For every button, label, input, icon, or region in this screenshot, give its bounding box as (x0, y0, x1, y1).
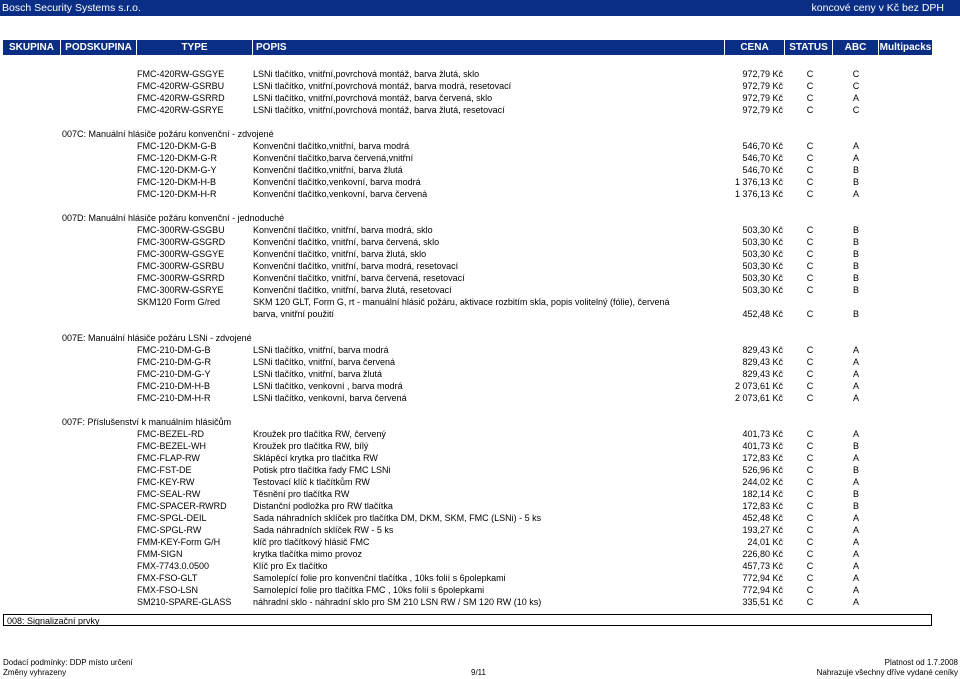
table-row (0, 584, 960, 596)
product-abc: A (852, 393, 859, 403)
product-status: C (806, 309, 814, 319)
product-price: 546,70 Kč (742, 153, 783, 163)
product-price: 546,70 Kč (742, 165, 783, 175)
product-status: C (806, 501, 814, 511)
product-code: FMC-SPGL-RW (137, 525, 202, 535)
product-status: C (806, 429, 814, 439)
product-status: C (806, 393, 814, 403)
table-row (0, 380, 960, 392)
product-abc: B (852, 489, 859, 499)
product-code: SKM120 Form G/red (137, 297, 221, 307)
product-description: SKM 120 GLT, Form G, rt - manuální hlásič požáru, aktivace rozbitím skla, popis volitelný (fólie), červená (253, 297, 670, 307)
product-status: C (806, 597, 814, 607)
product-code: FMC-SEAL-RW (137, 489, 201, 499)
product-price: 401,73 Kč (742, 441, 783, 451)
table-row (0, 68, 960, 80)
product-description: Kroužek pro tlačítka RW, červený (253, 429, 386, 439)
footer-replaces: Nahrazuje všechny dříve vydané ceníky (816, 668, 958, 677)
product-description: krytka tlačítka mimo provoz (253, 549, 363, 559)
product-code: FMC-300RW-GSGBU (137, 225, 225, 235)
product-code: FMC-300RW-GSGRD (137, 237, 226, 247)
table-row (0, 80, 960, 92)
product-status: C (806, 561, 814, 571)
product-status: C (806, 441, 814, 451)
product-description: Konvenční tlačítko, vnitřní, barva modrá, sklo (253, 225, 433, 235)
table-row (0, 572, 960, 584)
product-status: C (806, 513, 814, 523)
col-multipacks: Multipacks (879, 42, 932, 53)
product-abc: A (852, 525, 859, 535)
product-price: 226,80 Kč (742, 549, 783, 559)
product-description: Samolepící folie pro tlačítka FMC , 10ks folií s 6polepkami (253, 585, 485, 595)
product-description: Konvenční tlačítko,venkovní, barva modrá (253, 177, 421, 187)
table-row (0, 368, 960, 380)
product-price: 503,30 Kč (742, 225, 783, 235)
product-description: Sklápěcí krytka pro tlačítka RW (253, 453, 378, 463)
table-row (0, 344, 960, 356)
product-description: Sada náhradních sklíček RW - 5 ks (253, 525, 394, 535)
product-code: FMC-210-DM-H-R (137, 393, 211, 403)
product-code: FMC-300RW-GSRYE (137, 285, 224, 295)
section-title: 007C: Manuální hlásiče požáru konvenční - zdvojené (62, 129, 274, 139)
product-description: Konvenční tlačítko,venkovní, barva červená (253, 189, 428, 199)
product-status: C (806, 381, 814, 391)
product-code: FMC-BEZEL-WH (137, 441, 206, 451)
product-price: 452,48 Kč (742, 513, 783, 523)
product-abc: A (852, 189, 859, 199)
product-price: 1 376,13 Kč (734, 189, 783, 199)
product-abc: B (852, 441, 859, 451)
table-row (0, 284, 960, 296)
product-status: C (806, 477, 814, 487)
product-description: LSNi tlačítko, venkovní , barva modrá (253, 381, 403, 391)
product-price: 503,30 Kč (742, 273, 783, 283)
product-abc: A (852, 345, 859, 355)
table-row (0, 356, 960, 368)
product-abc: A (852, 381, 859, 391)
table-row (0, 488, 960, 500)
product-description: LSNi tlačítko, vnitřní,povrchová montáž, barva červená, sklo (253, 93, 493, 103)
product-abc: A (852, 549, 859, 559)
product-description: Konvenční tlačítko, vnitřní, barva červená, sklo (253, 237, 440, 247)
product-code: FMC-300RW-GSRRD (137, 273, 225, 283)
product-code: FMC-210-DM-G-R (137, 357, 211, 367)
product-description: Konvenční tlačítko,vnitřní, barva modrá (253, 141, 410, 151)
product-code: FMC-210-DM-H-B (137, 381, 210, 391)
product-code: FMC-120-DKM-H-R (137, 189, 217, 199)
product-price: 244,02 Kč (742, 477, 783, 487)
product-description: LSNi tlačítko, venkovní, barva červená (253, 393, 407, 403)
product-code: FMC-SPACER-RWRD (137, 501, 227, 511)
product-abc: B (852, 465, 859, 475)
product-abc: C (852, 81, 860, 91)
product-status: C (806, 525, 814, 535)
product-abc: B (852, 177, 859, 187)
product-description: Těsnění pro tlačítka RW (253, 489, 350, 499)
product-price: 972,79 Kč (742, 105, 783, 115)
col-abc: ABC (833, 40, 879, 55)
product-description: Konvenční tlačítko, vnitřní, barva modrá, resetovací (253, 261, 459, 271)
product-abc: A (852, 453, 859, 463)
product-price: 172,83 Kč (742, 501, 783, 511)
product-price: 335,51 Kč (742, 597, 783, 607)
product-description: klíč pro tlačítkový hlásič FMC (253, 537, 370, 547)
product-description: Konvenční tlačítko,vnitřní, barva žlutá (253, 165, 403, 175)
col-skupina: SKUPINA (3, 40, 61, 55)
product-status: C (806, 261, 814, 271)
product-description: LSNi tlačítko, vnitřní, barva červená (253, 357, 396, 367)
product-price: 24,01 Kč (747, 537, 783, 547)
product-description: Konvenční tlačítko, vnitřní, barva žlutá, resetovací (253, 285, 452, 295)
table-row (0, 260, 960, 272)
product-status: C (806, 153, 814, 163)
col-type: TYPE (137, 40, 253, 55)
product-status: C (806, 273, 814, 283)
footer-changes-reserved: Změny vyhrazeny (3, 668, 67, 677)
table-row (0, 104, 960, 116)
product-description: Distanční podložka pro RW tlačítka (253, 501, 393, 511)
product-price: 526,96 Kč (742, 465, 783, 475)
product-description: LSNi tlačítko, vnitřní,povrchová montáž, barva žlutá, sklo (253, 69, 480, 79)
table-row (0, 440, 960, 452)
product-code: FMX-FSO-LSN (137, 585, 199, 595)
product-abc: B (852, 249, 859, 259)
col-cena: CENA (725, 40, 785, 55)
product-status: C (806, 537, 814, 547)
product-abc: B (852, 261, 859, 271)
product-abc: B (852, 309, 859, 319)
table-row (0, 152, 960, 164)
table-row (0, 92, 960, 104)
table-row-continuation (0, 308, 960, 320)
product-price: 2 073,61 Kč (734, 381, 783, 391)
product-description: Samolepící folie pro konvenční tlačítka , 10ks folií s 6polepkami (253, 573, 506, 583)
product-price: 172,83 Kč (742, 453, 783, 463)
product-abc: A (852, 153, 859, 163)
table-row (0, 536, 960, 548)
product-abc: A (852, 597, 859, 607)
product-status: C (806, 549, 814, 559)
product-code: FMM-SIGN (137, 549, 183, 559)
product-code: FMC-210-DM-G-B (137, 345, 211, 355)
product-abc: B (852, 501, 859, 511)
product-price: 546,70 Kč (742, 141, 783, 151)
table-row (0, 500, 960, 512)
table-row (0, 464, 960, 476)
section-title: 007F: Příslušenství k manuálním hlásičům (62, 417, 232, 427)
page-number: 9/11 (471, 668, 486, 677)
product-code: FMC-120-DKM-G-B (137, 141, 217, 151)
table-row (0, 548, 960, 560)
product-status: C (806, 141, 814, 151)
product-abc: B (852, 225, 859, 235)
product-abc: A (852, 429, 859, 439)
col-status: STATUS (785, 40, 833, 55)
product-status: C (806, 369, 814, 379)
table-row (0, 248, 960, 260)
product-status: C (806, 105, 814, 115)
footer-validity: Platnost od 1.7.2008 (884, 658, 958, 667)
product-price: 829,43 Kč (742, 345, 783, 355)
product-status: C (806, 237, 814, 247)
product-price: 452,48 Kč (742, 309, 783, 319)
product-code: FMC-420RW-GSRRD (137, 93, 225, 103)
product-price: 401,73 Kč (742, 429, 783, 439)
product-price: 457,73 Kč (742, 561, 783, 571)
product-description: LSNi tlačítko, vnitřní,povrchová montáž, barva modrá, resetovací (253, 81, 512, 91)
product-description: LSNi tlačítko, vnitřní, barva žlutá (253, 369, 383, 379)
section-008-header: 008: Signalizační prvky (3, 614, 932, 626)
product-description: náhradní sklo - náhradní sklo pro SM 210 LSN RW / SM 120 RW (10 ks) (253, 597, 542, 607)
product-price: 972,79 Kč (742, 81, 783, 91)
product-abc: A (852, 573, 859, 583)
product-code: FMX-FSO-GLT (137, 573, 198, 583)
product-abc: A (852, 513, 859, 523)
product-abc: A (852, 369, 859, 379)
product-description: LSNi tlačítko, vnitřní, barva modrá (253, 345, 389, 355)
col-popis: POPIS (253, 40, 725, 55)
table-row (0, 428, 960, 440)
product-price: 972,79 Kč (742, 93, 783, 103)
product-code: FMX-7743.0.0500 (137, 561, 210, 571)
product-description: Konvenční tlačítko, vnitřní, barva červená, resetovací (253, 273, 465, 283)
product-code: FMC-120-DKM-G-R (137, 153, 217, 163)
product-abc: B (852, 273, 859, 283)
product-description: Testovací klíč k tlačítkům RW (253, 477, 370, 487)
product-abc: B (852, 165, 859, 175)
product-price: 772,94 Kč (742, 585, 783, 595)
section-title: 007E: Manuální hlásiče požáru LSNi - zdvojené (62, 333, 252, 343)
product-price: 829,43 Kč (742, 369, 783, 379)
product-code: FMC-120-DKM-G-Y (137, 165, 217, 175)
table-row (0, 176, 960, 188)
product-code: FMC-210-DM-G-Y (137, 369, 211, 379)
product-code: FMC-300RW-GSRBU (137, 261, 225, 271)
product-status: C (806, 69, 814, 79)
table-header (3, 40, 932, 55)
product-price: 829,43 Kč (742, 357, 783, 367)
product-description: Konvenční tlačítko,barva červená,vnitřní (253, 153, 414, 163)
product-price: 193,27 Kč (742, 525, 783, 535)
product-code: FMC-420RW-GSGYE (137, 69, 225, 79)
product-status: C (806, 225, 814, 235)
product-price: 503,30 Kč (742, 249, 783, 259)
product-code: FMC-FST-DE (137, 465, 192, 475)
product-abc: B (852, 237, 859, 247)
product-status: C (806, 453, 814, 463)
company-name: Bosch Security Systems s.r.o. (2, 2, 141, 14)
product-status: C (806, 345, 814, 355)
table-row (0, 392, 960, 404)
product-status: C (806, 465, 814, 475)
table-row (0, 272, 960, 284)
product-code: FMC-300RW-GSGYE (137, 249, 225, 259)
product-code: FMC-SPGL-DEIL (137, 513, 207, 523)
table-row (0, 512, 960, 524)
product-code: FMC-BEZEL-RD (137, 429, 204, 439)
product-status: C (806, 177, 814, 187)
table-row (0, 476, 960, 488)
product-status: C (806, 489, 814, 499)
product-code: FMC-KEY-RW (137, 477, 195, 487)
product-code: FMC-420RW-GSRYE (137, 105, 224, 115)
product-code: SM210-SPARE-GLASS (137, 597, 232, 607)
product-abc: A (852, 93, 859, 103)
product-status: C (806, 285, 814, 295)
product-code: FMC-120-DKM-H-B (137, 177, 217, 187)
product-abc: A (852, 585, 859, 595)
product-price: 503,30 Kč (742, 261, 783, 271)
product-abc: A (852, 477, 859, 487)
footer-delivery-terms: Dodací podmínky: DDP místo určení (3, 658, 133, 667)
product-description-cont: barva, vnitřní použití (253, 309, 335, 319)
product-status: C (806, 165, 814, 175)
product-abc: A (852, 141, 859, 151)
product-description: Potisk ptro tlačítka řady FMC LSNi (253, 465, 391, 475)
product-description: Konvenční tlačítko, vnitřní, barva žlutá, sklo (253, 249, 427, 259)
product-code: FMM-KEY-Form G/H (137, 537, 221, 547)
col-podskupina: PODSKUPINA (61, 40, 137, 55)
table-row (0, 164, 960, 176)
product-price: 503,30 Kč (742, 285, 783, 295)
product-abc: C (852, 69, 860, 79)
product-status: C (806, 81, 814, 91)
product-status: C (806, 189, 814, 199)
product-price: 182,14 Kč (742, 489, 783, 499)
product-code: FMC-420RW-GSRBU (137, 81, 225, 91)
product-description: Klíč pro Ex tlačítko (253, 561, 328, 571)
table-row (0, 524, 960, 536)
product-abc: A (852, 357, 859, 367)
product-status: C (806, 357, 814, 367)
product-abc: C (852, 105, 860, 115)
table-row (0, 224, 960, 236)
product-status: C (806, 93, 814, 103)
product-price: 1 376,13 Kč (734, 177, 783, 187)
product-description: LSNi tlačítko, vnitřní,povrchová montáž, barva žlutá, resetovací (253, 105, 505, 115)
product-status: C (806, 249, 814, 259)
document-title: koncové ceny v Kč bez DPH (811, 2, 944, 14)
product-description: Kroužek pro tlačítka RW, bílý (253, 441, 369, 451)
product-status: C (806, 573, 814, 583)
product-abc: A (852, 537, 859, 547)
product-price: 503,30 Kč (742, 237, 783, 247)
table-row (0, 236, 960, 248)
top-banner (0, 0, 960, 16)
table-row (0, 452, 960, 464)
product-price: 2 073,61 Kč (734, 393, 783, 403)
table-row (0, 188, 960, 200)
product-price: 772,94 Kč (742, 573, 783, 583)
product-status: C (806, 585, 814, 595)
product-description: Sada náhradních sklíček pro tlačítka DM, DKM, SKM, FMC (LSNi) - 5 ks (253, 513, 542, 523)
product-code: FMC-FLAP-RW (137, 453, 200, 463)
product-abc: A (852, 561, 859, 571)
table-row (0, 140, 960, 152)
product-price: 972,79 Kč (742, 69, 783, 79)
product-abc: B (852, 285, 859, 295)
table-row (0, 560, 960, 572)
section-title: 007D: Manuální hlásiče požáru konvenční - jednoduché (62, 213, 285, 223)
table-row (0, 596, 960, 608)
